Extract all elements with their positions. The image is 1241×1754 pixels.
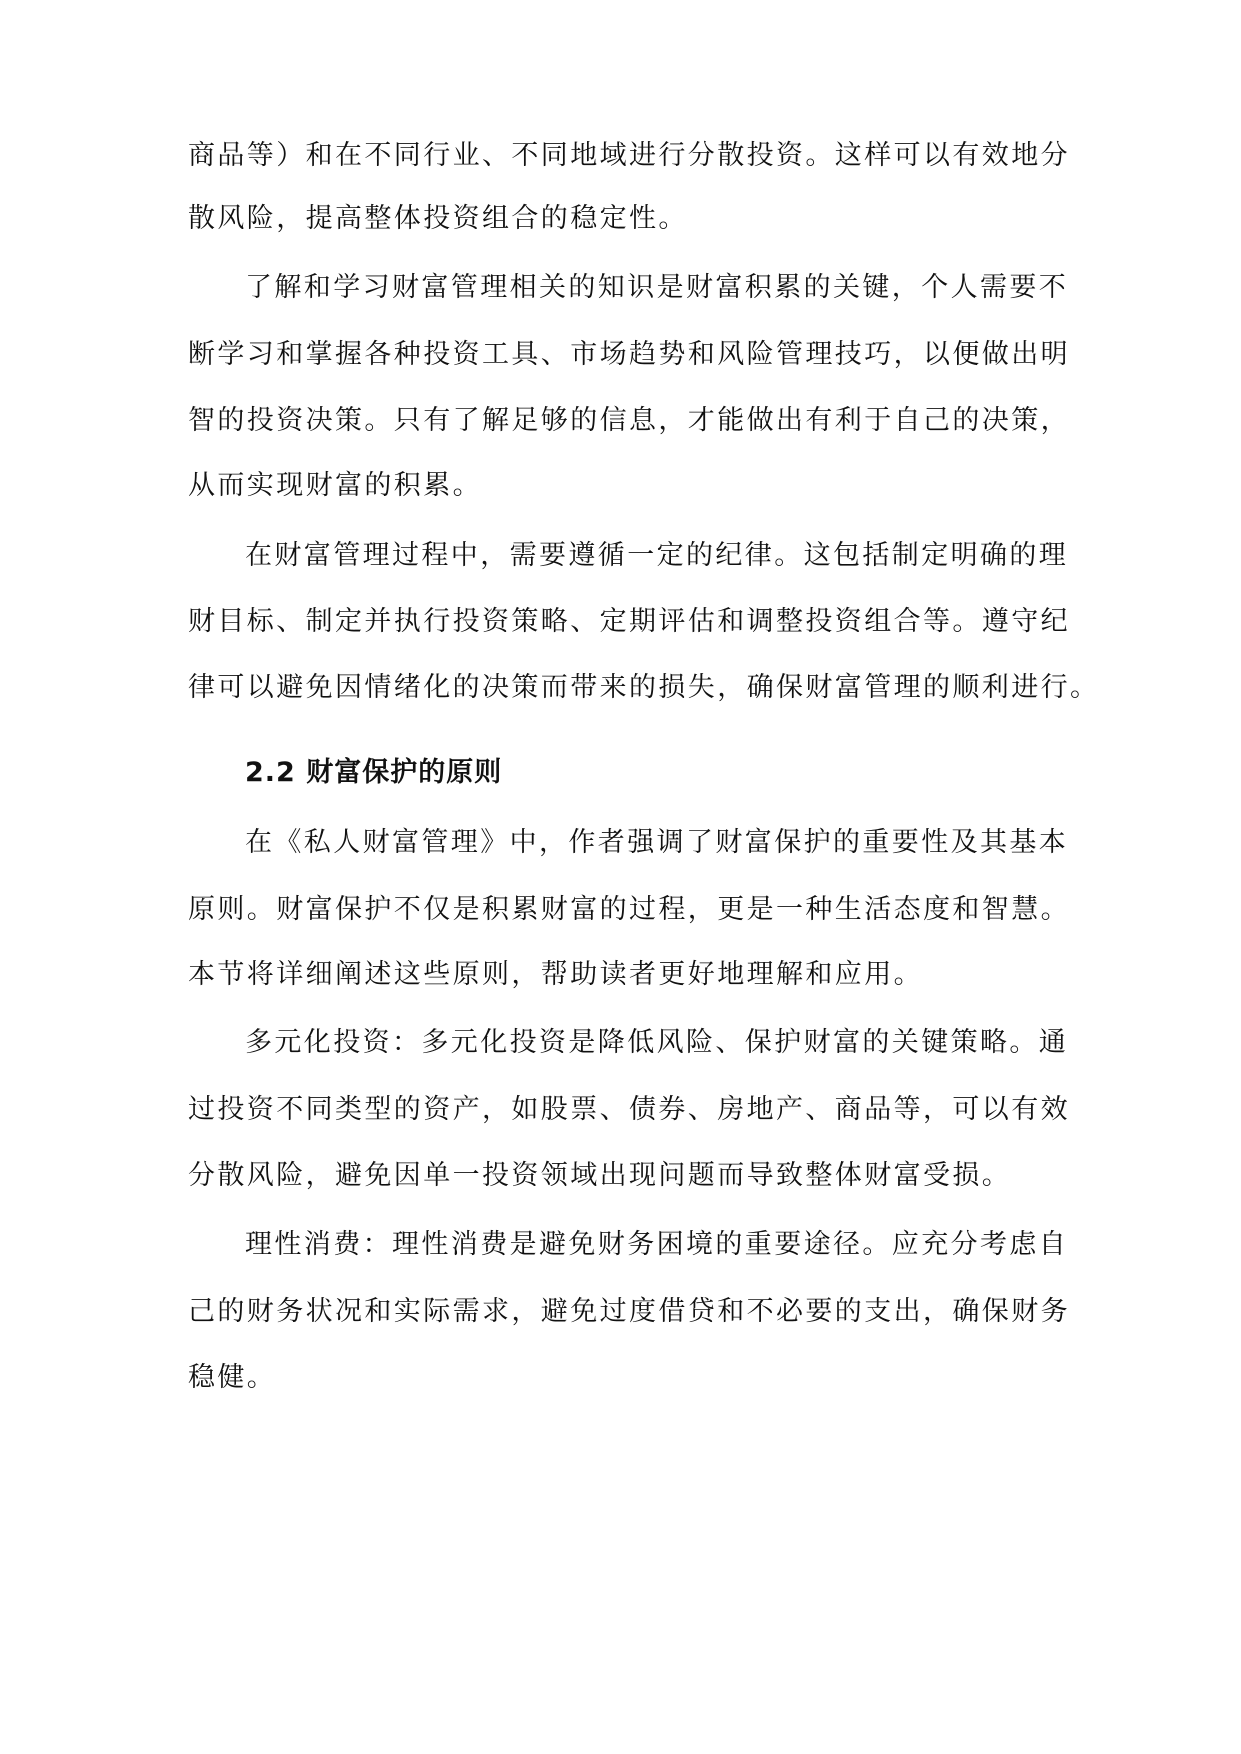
- para4-line-3: 本节将详细阐述这些原则，帮助读者更好地理解和应用。: [188, 959, 923, 990]
- para1-line-2: 散风险，提高整体投资组合的稳定性。: [188, 203, 688, 234]
- para4-line-2: 原则。财富保护不仅是积累财富的过程，更是一种生活态度和智慧。: [188, 894, 1070, 925]
- para3-line-2: 财目标、制定并执行投资策略、定期评估和调整投资组合等。遵守纪: [188, 606, 1070, 637]
- section-heading: 2.2 财富保护的原则: [245, 757, 503, 788]
- para1-line-1: 商品等）和在不同行业、不同地域进行分散投资。这样可以有效地分: [188, 140, 1070, 171]
- para3-line-1: 在财富管理过程中，需要遵循一定的纪律。这包括制定明确的理: [245, 540, 1069, 571]
- para3-line-3: 律可以避免因情绪化的决策而带来的损失，确保财富管理的顺利进行。: [188, 672, 1100, 703]
- para2-line-1: 了解和学习财富管理相关的知识是财富积累的关键，个人需要不: [245, 272, 1069, 303]
- para5-line-1: 多元化投资：多元化投资是降低风险、保护财富的关键策略。通: [245, 1027, 1069, 1058]
- para2-line-2: 断学习和掌握各种投资工具、市场趋势和风险管理技巧，以便做出明: [188, 339, 1070, 370]
- para6-line-1: 理性消费：理性消费是避免财务困境的重要途径。应充分考虑自: [245, 1229, 1069, 1260]
- para6-line-3: 稳健。: [188, 1362, 277, 1393]
- para6-line-2: 己的财务状况和实际需求，避免过度借贷和不必要的支出，确保财务: [188, 1296, 1070, 1327]
- para4-line-1: 在《私人财富管理》中，作者强调了财富保护的重要性及其基本: [245, 827, 1069, 858]
- para2-line-4: 从而实现财富的积累。: [188, 470, 482, 501]
- para5-line-2: 过投资不同类型的资产，如股票、债券、房地产、商品等，可以有效: [188, 1094, 1070, 1125]
- para2-line-3: 智的投资决策。只有了解足够的信息，才能做出有利于自己的决策，: [188, 405, 1070, 436]
- para5-line-3: 分散风险，避免因单一投资领域出现问题而导致整体财富受损。: [188, 1160, 1012, 1191]
